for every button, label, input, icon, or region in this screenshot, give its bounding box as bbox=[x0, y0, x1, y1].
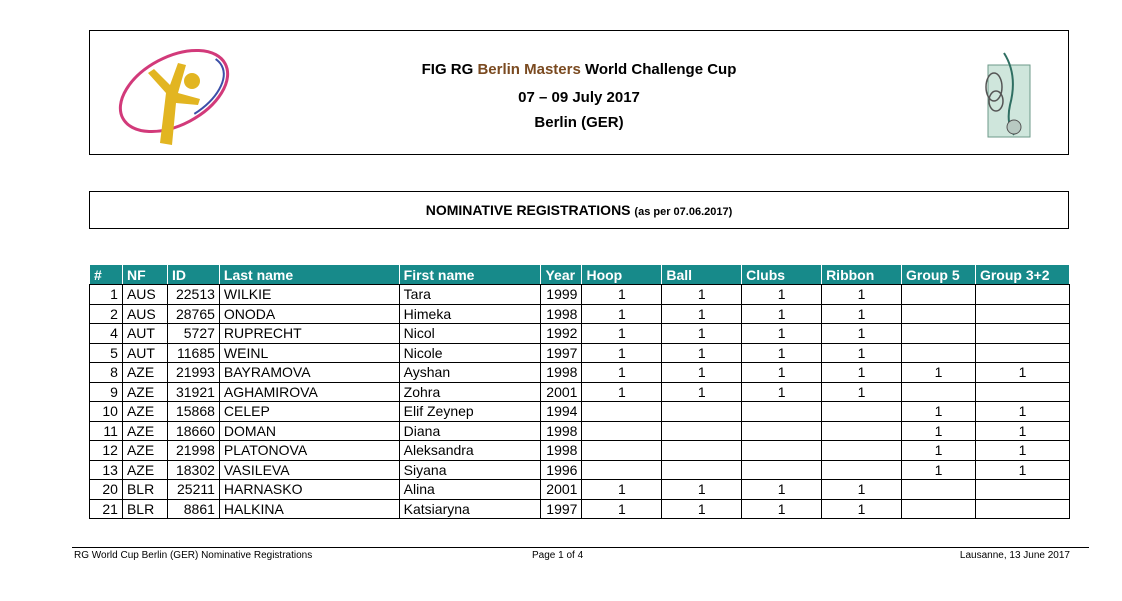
cell-last-name: VASILEVA bbox=[219, 460, 399, 480]
cell-clubs bbox=[742, 421, 822, 441]
cell-id: 31921 bbox=[167, 382, 219, 402]
cell-clubs: 1 bbox=[742, 324, 822, 344]
cell-last-name: CELEP bbox=[219, 402, 399, 422]
document-subtitle: NOMINATIVE REGISTRATIONS (as per 07.06.2017) bbox=[89, 191, 1069, 229]
table-row bbox=[90, 343, 1070, 363]
cell-number: 1 bbox=[90, 285, 123, 305]
cell-year: 1998 bbox=[541, 304, 582, 324]
event-dates: 07 – 09 July 2017 bbox=[518, 89, 640, 106]
cell-id: 8861 bbox=[167, 499, 219, 519]
event-emblem-icon bbox=[974, 45, 1036, 141]
cell-first-name: Ayshan bbox=[399, 363, 541, 383]
event-title: FIG RG Berlin Masters World Challenge Cup bbox=[421, 61, 737, 78]
cell-hoop: 1 bbox=[582, 480, 662, 500]
cell-hoop bbox=[582, 441, 662, 461]
cell-group3-2 bbox=[975, 480, 1069, 500]
cell-last-name: AGHAMIROVA bbox=[219, 382, 399, 402]
cell-ribbon: 1 bbox=[822, 363, 902, 383]
cell-year: 2001 bbox=[541, 480, 582, 500]
table-row bbox=[90, 402, 1070, 422]
table-row bbox=[90, 460, 1070, 480]
cell-clubs: 1 bbox=[742, 363, 822, 383]
cell-hoop: 1 bbox=[582, 363, 662, 383]
cell-last-name: WEINL bbox=[219, 343, 399, 363]
cell-number: 20 bbox=[90, 480, 123, 500]
cell-year: 1992 bbox=[541, 324, 582, 344]
cell-group5 bbox=[901, 304, 975, 324]
cell-hoop: 1 bbox=[582, 382, 662, 402]
cell-year: 1998 bbox=[541, 441, 582, 461]
table-row bbox=[90, 499, 1070, 519]
cell-first-name: Himeka bbox=[399, 304, 541, 324]
cell-hoop: 1 bbox=[582, 343, 662, 363]
cell-number: 13 bbox=[90, 460, 123, 480]
footer-page-number: Page 1 of 4 bbox=[532, 550, 584, 561]
cell-first-name: Zohra bbox=[399, 382, 541, 402]
cell-nf: AZE bbox=[122, 441, 167, 461]
cell-nf: BLR bbox=[122, 499, 167, 519]
cell-group5 bbox=[901, 343, 975, 363]
cell-last-name: PLATONOVA bbox=[219, 441, 399, 461]
cell-id: 11685 bbox=[167, 343, 219, 363]
table-row bbox=[90, 304, 1070, 324]
cell-nf: AUS bbox=[122, 304, 167, 324]
cell-ball: 1 bbox=[662, 343, 742, 363]
cell-id: 5727 bbox=[167, 324, 219, 344]
cell-ball: 1 bbox=[662, 304, 742, 324]
cell-nf: AUT bbox=[122, 324, 167, 344]
cell-number: 4 bbox=[90, 324, 123, 344]
cell-year: 2001 bbox=[541, 382, 582, 402]
cell-group3-2: 1 bbox=[975, 441, 1069, 461]
cell-ball: 1 bbox=[662, 480, 742, 500]
cell-first-name: Aleksandra bbox=[399, 441, 541, 461]
cell-group5 bbox=[901, 324, 975, 344]
cell-group3-2: 1 bbox=[975, 402, 1069, 422]
cell-group5: 1 bbox=[901, 460, 975, 480]
cell-last-name: HALKINA bbox=[219, 499, 399, 519]
cell-ribbon: 1 bbox=[822, 324, 902, 344]
column-header: Group 3+2 bbox=[975, 265, 1069, 285]
cell-nf: BLR bbox=[122, 480, 167, 500]
cell-first-name: Alina bbox=[399, 480, 541, 500]
cell-ribbon bbox=[822, 402, 902, 422]
cell-first-name: Elif Zeynep bbox=[399, 402, 541, 422]
cell-first-name: Nicole bbox=[399, 343, 541, 363]
cell-number: 21 bbox=[90, 499, 123, 519]
cell-number: 8 bbox=[90, 363, 123, 383]
cell-year: 1996 bbox=[541, 460, 582, 480]
cell-hoop: 1 bbox=[582, 285, 662, 305]
cell-id: 25211 bbox=[167, 480, 219, 500]
cell-group5: 1 bbox=[901, 441, 975, 461]
cell-year: 1994 bbox=[541, 402, 582, 422]
cell-hoop bbox=[582, 402, 662, 422]
cell-clubs: 1 bbox=[742, 382, 822, 402]
footer-document-title: RG World Cup Berlin (GER) Nominative Registrations bbox=[74, 550, 313, 561]
cell-first-name: Tara bbox=[399, 285, 541, 305]
cell-first-name: Diana bbox=[399, 421, 541, 441]
column-header: Ribbon bbox=[822, 265, 902, 285]
cell-id: 18660 bbox=[167, 421, 219, 441]
cell-nf: AUS bbox=[122, 285, 167, 305]
event-header bbox=[89, 30, 1069, 155]
table-row bbox=[90, 285, 1070, 305]
table-row bbox=[90, 382, 1070, 402]
column-header: NF bbox=[122, 265, 167, 285]
cell-ball: 1 bbox=[662, 499, 742, 519]
cell-clubs: 1 bbox=[742, 285, 822, 305]
cell-clubs: 1 bbox=[742, 499, 822, 519]
cell-first-name: Siyana bbox=[399, 460, 541, 480]
cell-number: 12 bbox=[90, 441, 123, 461]
cell-ribbon: 1 bbox=[822, 343, 902, 363]
cell-clubs bbox=[742, 402, 822, 422]
column-header: Year bbox=[541, 265, 582, 285]
cell-id: 28765 bbox=[167, 304, 219, 324]
event-location: Berlin (GER) bbox=[534, 114, 624, 131]
cell-hoop bbox=[582, 460, 662, 480]
column-header: Group 5 bbox=[901, 265, 975, 285]
cell-group3-2 bbox=[975, 343, 1069, 363]
cell-ribbon: 1 bbox=[822, 285, 902, 305]
cell-group3-2 bbox=[975, 285, 1069, 305]
cell-group3-2: 1 bbox=[975, 460, 1069, 480]
cell-group5: 1 bbox=[901, 363, 975, 383]
cell-group5 bbox=[901, 285, 975, 305]
table-header-row bbox=[90, 265, 1070, 285]
cell-last-name: BAYRAMOVA bbox=[219, 363, 399, 383]
cell-nf: AZE bbox=[122, 402, 167, 422]
cell-hoop: 1 bbox=[582, 324, 662, 344]
cell-last-name: WILKIE bbox=[219, 285, 399, 305]
cell-number: 2 bbox=[90, 304, 123, 324]
cell-ball: 1 bbox=[662, 382, 742, 402]
cell-nf: AZE bbox=[122, 460, 167, 480]
cell-nf: AZE bbox=[122, 363, 167, 383]
registrations-table bbox=[89, 264, 1070, 519]
cell-ribbon: 1 bbox=[822, 480, 902, 500]
cell-year: 1997 bbox=[541, 343, 582, 363]
cell-hoop: 1 bbox=[582, 499, 662, 519]
cell-number: 10 bbox=[90, 402, 123, 422]
column-header: Hoop bbox=[582, 265, 662, 285]
cell-group3-2 bbox=[975, 499, 1069, 519]
cell-ball bbox=[662, 441, 742, 461]
cell-group5: 1 bbox=[901, 421, 975, 441]
column-header: # bbox=[90, 265, 123, 285]
table-row bbox=[90, 441, 1070, 461]
cell-nf: AUT bbox=[122, 343, 167, 363]
cell-first-name: Nicol bbox=[399, 324, 541, 344]
cell-id: 15868 bbox=[167, 402, 219, 422]
cell-last-name: DOMAN bbox=[219, 421, 399, 441]
table-row bbox=[90, 480, 1070, 500]
cell-id: 21993 bbox=[167, 363, 219, 383]
cell-group5 bbox=[901, 382, 975, 402]
cell-year: 1998 bbox=[541, 421, 582, 441]
cell-last-name: HARNASKO bbox=[219, 480, 399, 500]
cell-ribbon: 1 bbox=[822, 382, 902, 402]
cell-ribbon: 1 bbox=[822, 499, 902, 519]
table-row bbox=[90, 324, 1070, 344]
cell-number: 5 bbox=[90, 343, 123, 363]
cell-ribbon bbox=[822, 460, 902, 480]
cell-group5 bbox=[901, 499, 975, 519]
cell-number: 11 bbox=[90, 421, 123, 441]
cell-group5: 1 bbox=[901, 402, 975, 422]
cell-clubs: 1 bbox=[742, 343, 822, 363]
cell-group3-2 bbox=[975, 324, 1069, 344]
cell-group3-2: 1 bbox=[975, 421, 1069, 441]
cell-id: 21998 bbox=[167, 441, 219, 461]
cell-id: 22513 bbox=[167, 285, 219, 305]
cell-clubs: 1 bbox=[742, 480, 822, 500]
cell-year: 1999 bbox=[541, 285, 582, 305]
cell-group3-2 bbox=[975, 382, 1069, 402]
cell-ball bbox=[662, 460, 742, 480]
footer-divider bbox=[72, 547, 1089, 548]
cell-group5 bbox=[901, 480, 975, 500]
cell-group3-2 bbox=[975, 304, 1069, 324]
cell-group3-2: 1 bbox=[975, 363, 1069, 383]
footer-date: Lausanne, 13 June 2017 bbox=[959, 550, 1070, 561]
cell-ball bbox=[662, 421, 742, 441]
cell-clubs: 1 bbox=[742, 304, 822, 324]
cell-nf: AZE bbox=[122, 421, 167, 441]
cell-clubs bbox=[742, 460, 822, 480]
table-row bbox=[90, 421, 1070, 441]
cell-ribbon bbox=[822, 441, 902, 461]
cell-ball: 1 bbox=[662, 324, 742, 344]
cell-ball: 1 bbox=[662, 285, 742, 305]
column-header: Last name bbox=[219, 265, 399, 285]
cell-ribbon: 1 bbox=[822, 304, 902, 324]
cell-id: 18302 bbox=[167, 460, 219, 480]
column-header: Ball bbox=[662, 265, 742, 285]
cell-year: 1998 bbox=[541, 363, 582, 383]
cell-first-name: Katsiaryna bbox=[399, 499, 541, 519]
cell-last-name: RUPRECHT bbox=[219, 324, 399, 344]
cell-ribbon bbox=[822, 421, 902, 441]
cell-last-name: ONODA bbox=[219, 304, 399, 324]
cell-clubs bbox=[742, 441, 822, 461]
cell-year: 1997 bbox=[541, 499, 582, 519]
column-header: Clubs bbox=[742, 265, 822, 285]
cell-number: 9 bbox=[90, 382, 123, 402]
cell-ball: 1 bbox=[662, 363, 742, 383]
column-header: First name bbox=[399, 265, 541, 285]
table-row bbox=[90, 363, 1070, 383]
cell-nf: AZE bbox=[122, 382, 167, 402]
cell-hoop: 1 bbox=[582, 304, 662, 324]
column-header: ID bbox=[167, 265, 219, 285]
cell-ball bbox=[662, 402, 742, 422]
cell-hoop bbox=[582, 421, 662, 441]
